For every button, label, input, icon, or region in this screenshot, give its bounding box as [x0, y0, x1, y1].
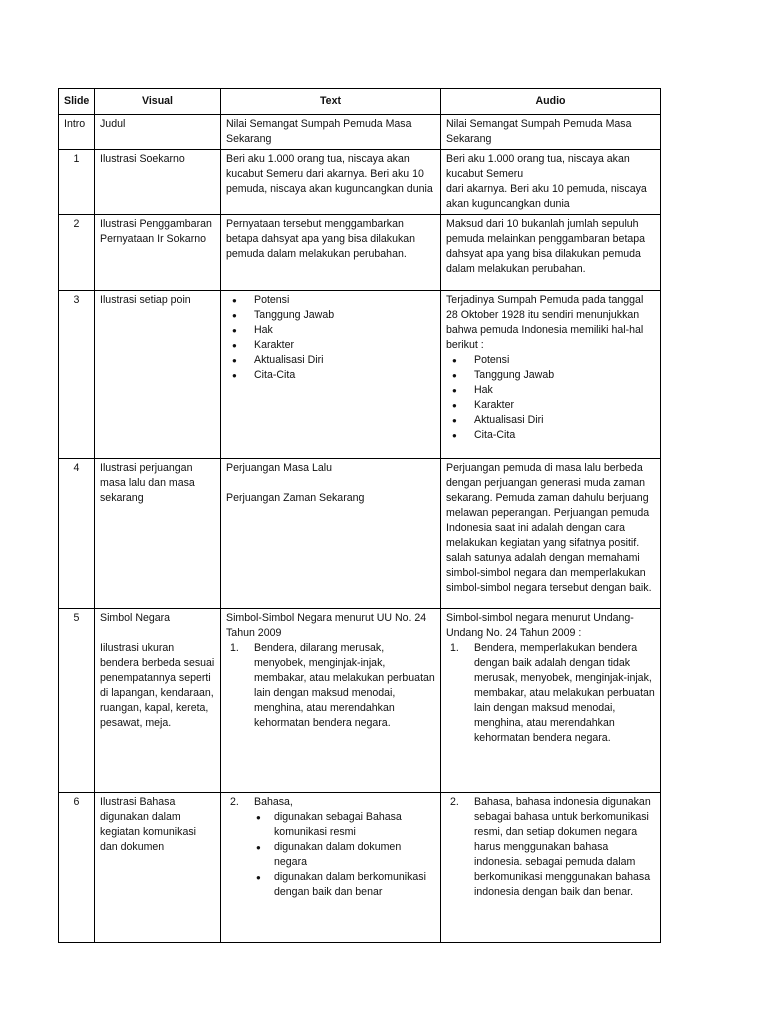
cell-text: [221, 793, 441, 943]
cell-visual: [95, 609, 221, 793]
audio-intro: Simbol-simbol negara menurut Undang-Undang No. 24 Tahun 2009 :: [446, 612, 634, 639]
table-row: [59, 150, 661, 215]
list-number: 1.: [230, 642, 239, 654]
numbered-list: [446, 795, 655, 900]
cell-slide: 4: [59, 459, 95, 609]
text-intro: Simbol-Simbol Negara menurut UU No. 24 Tahun 2009: [226, 612, 427, 639]
text-line: Perjuangan Masa Lalu: [226, 462, 333, 474]
list-item: ● Potensi: [254, 293, 435, 308]
header-row: [59, 89, 661, 115]
cell-text: [221, 291, 441, 459]
table-row: [59, 459, 661, 609]
list-item: ● Karakter: [254, 338, 435, 353]
list-item: ● Cita-Cita: [474, 428, 655, 443]
cell-text: [221, 609, 441, 793]
point-list: [446, 353, 655, 443]
list-item: ● Tanggung Jawab: [254, 308, 435, 323]
visual-title: Simbol Negara: [100, 612, 171, 624]
list-number: 2.: [450, 796, 459, 808]
list-number: 2.: [230, 796, 239, 808]
list-text: Bahasa, bahasa indonesia digunakan sebagai bahasa untuk berkomunikasi resmi, dan setiap dokumen negara harus menggunakan bahasa indonesia. sebagai pemuda dalam berkomunikasi menggunakan bahasa indonesia dengan baik dan benar.: [474, 796, 651, 898]
cell-slide: 1: [59, 150, 95, 215]
list-text: Bendera, dilarang merusak, menyobek, menginjak-injak, membakar, atau melakukan perbuatan lain dengan maksud menodai, menghina, atau merendahkan kehormatan bendera negara.: [254, 642, 435, 729]
list-number: 1.: [450, 642, 459, 654]
cell-slide: 6: [59, 793, 95, 943]
list-item: ● Tanggung Jawab: [474, 368, 655, 383]
list-item: [450, 641, 655, 746]
header-visual: Visual: [95, 89, 221, 115]
list-item: [230, 641, 435, 731]
numbered-list: [226, 795, 435, 900]
numbered-list: [446, 641, 655, 746]
sub-list: [254, 810, 435, 900]
cell-text: Pernyataan tersebut menggambarkan betapa dahsyat apa yang bisa dilakukan pemuda dalam melakukan perubahan.: [221, 215, 441, 291]
cell-slide: 2: [59, 215, 95, 291]
list-item: ● Aktualisasi Diri: [254, 353, 435, 368]
list-item: ● Hak: [254, 323, 435, 338]
numbered-list: [226, 641, 435, 731]
cell-text: Nilai Semangat Sumpah Pemuda Masa Sekarang: [221, 115, 441, 150]
cell-visual: Ilustrasi perjuangan masa lalu dan masa sekarang: [95, 459, 221, 609]
table-row: [59, 115, 661, 150]
cell-slide: 5: [59, 609, 95, 793]
list-item: ● digunakan sebagai Bahasa komunikasi resmi: [274, 810, 435, 840]
list-item: [230, 795, 435, 900]
storyboard-table: [58, 88, 661, 943]
list-text: Bendera, memperlakukan bendera dengan baik adalah dengan tidak merusak, menyobek, menginjak-injak, membakar, atau melakukan perbuatan lain dengan maksud menodai, menghina, atau merendahkan kehormatan bendera negara.: [474, 642, 655, 744]
audio-line: Beri aku 1.000 orang tua, niscaya akan kucabut Semeru: [446, 153, 630, 180]
cell-visual: Ilustrasi Soekarno: [95, 150, 221, 215]
table-row: [59, 291, 661, 459]
table-row: [59, 609, 661, 793]
cell-visual: Ilustrasi Bahasa digunakan dalam kegiatan komunikasi dan dokumen: [95, 793, 221, 943]
table-row: [59, 215, 661, 291]
list-item: ● digunakan dalam dokumen negara: [274, 840, 435, 870]
text-line: Perjuangan Zaman Sekarang: [226, 492, 365, 504]
header-slide: Slide: [59, 89, 95, 115]
cell-audio: Maksud dari 10 bukanlah jumlah sepuluh pemuda melainkan penggambaran betapa dahsyat apa yang bisa dilakukan pemuda dalam melakukan perubahan.: [441, 215, 661, 291]
cell-visual: Ilustrasi Penggambaran Pernyataan Ir Sokarno: [95, 215, 221, 291]
point-list: [226, 293, 435, 383]
list-item: ● digunakan dalam berkomunikasi dengan baik dan benar: [274, 870, 435, 900]
list-item: ● Cita-Cita: [254, 368, 435, 383]
cell-visual: Judul: [95, 115, 221, 150]
cell-audio: Nilai Semangat Sumpah Pemuda Masa Sekarang: [441, 115, 661, 150]
cell-slide: 3: [59, 291, 95, 459]
list-item: ● Karakter: [474, 398, 655, 413]
cell-audio: [441, 150, 661, 215]
cell-text: [221, 459, 441, 609]
header-audio: Audio: [441, 89, 661, 115]
list-item: [450, 795, 655, 900]
cell-audio: [441, 793, 661, 943]
cell-audio: [441, 291, 661, 459]
table-row: [59, 793, 661, 943]
list-item: ● Potensi: [474, 353, 655, 368]
cell-audio: Perjuangan pemuda di masa lalu berbeda dengan perjuangan generasi muda zaman sekarang. Pemuda zaman dahulu berjuang melawan peperangan. Perjuangan pemuda Indonesia saat ini adalah dengan cara melakukan kegiatan yang sifatnya positif. salah satunya adalah dengan memahami simbol-simbol negara dan memperlakukan simbol-simbol negara tersebut dengan baik.: [441, 459, 661, 609]
list-item: ● Aktualisasi Diri: [474, 413, 655, 428]
cell-text: Beri aku 1.000 orang tua, niscaya akan kucabut Semeru dari akarnya. Beri aku 10 pemuda, niscaya akan kuguncangkan dunia: [221, 150, 441, 215]
audio-intro: Terjadinya Sumpah Pemuda pada tanggal 28 Oktober 1928 itu sendiri menunjukkan bahwa pemuda Indonesia memiliki hal-hal berikut :: [446, 294, 644, 351]
cell-visual: Ilustrasi setiap poin: [95, 291, 221, 459]
cell-audio: [441, 609, 661, 793]
cell-slide: Intro: [59, 115, 95, 150]
visual-desc: Iilustrasi ukuran bendera berbeda sesuai penempatannya seperti di lapangan, kendaraan, ruangan, kapal, kereta, pesawat, meja.: [100, 642, 215, 729]
list-item: ● Hak: [474, 383, 655, 398]
audio-line: dari akarnya. Beri aku 10 pemuda, niscaya akan kuguncangkan dunia: [446, 183, 647, 210]
list-text: Bahasa,: [254, 796, 293, 808]
header-text: Text: [221, 89, 441, 115]
